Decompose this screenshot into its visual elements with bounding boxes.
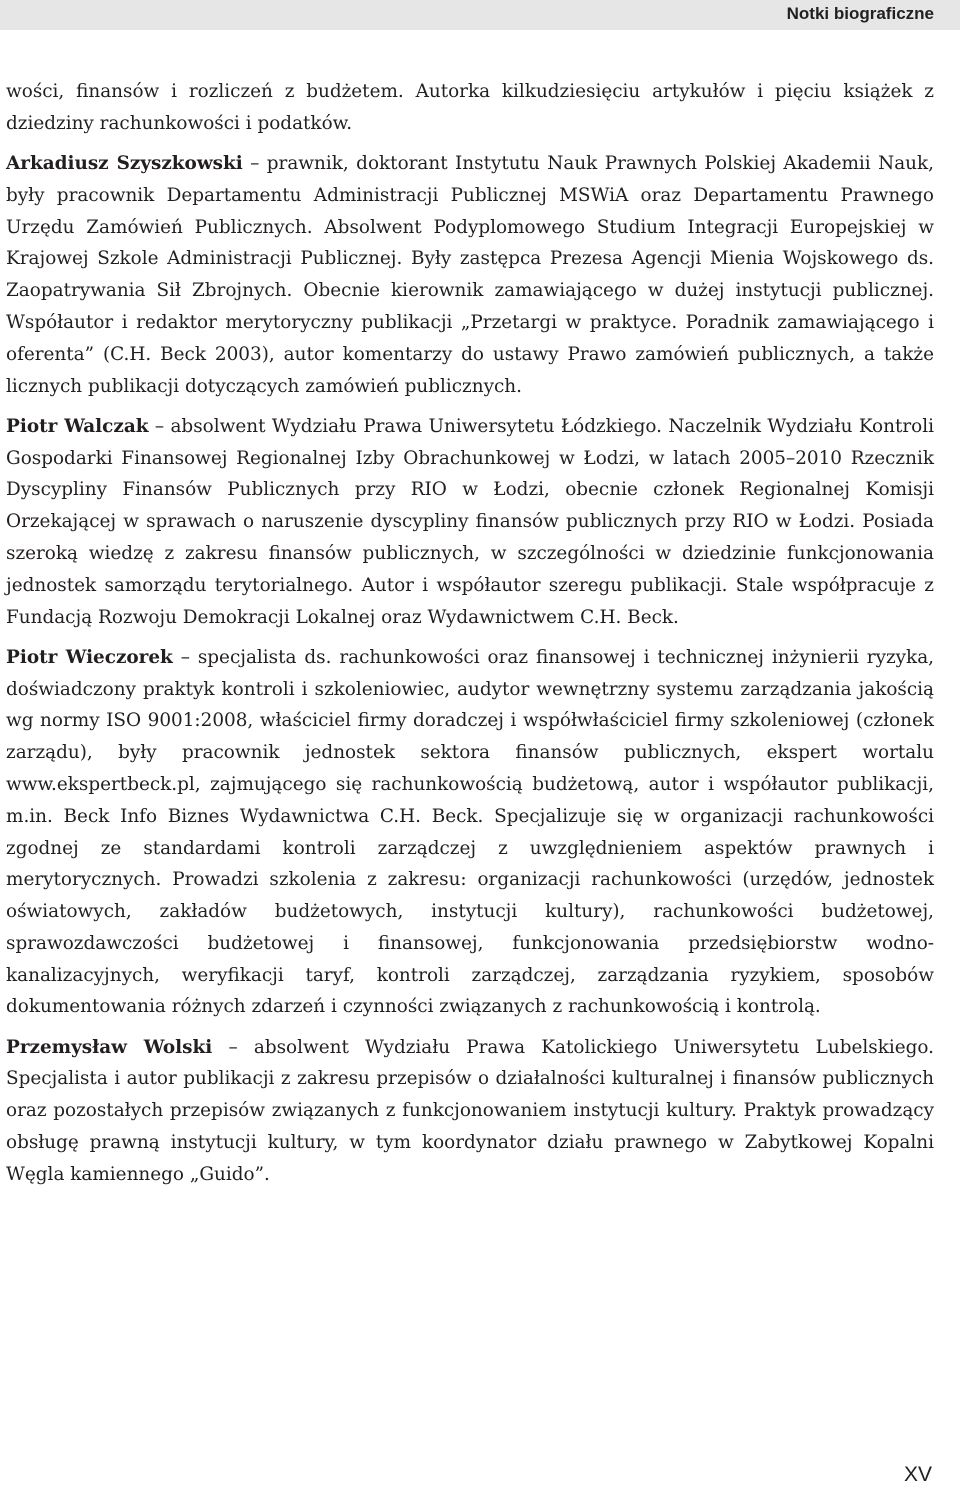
bio-paragraph bbox=[6, 148, 934, 402]
bio-text: – specjalista ds. rachunkowości oraz finansowej i technicznej inżynierii ryzyka, doświadczony praktyk kontroli i szkoleniowiec, audytor wewnętrzny systemu zarządzania jakością wg normy ISO 9001:2008, właściciel firmy doradczej i współwłaściciel firmy szkoleniowej (członek zarządu), były pracownik jednostek sektora finansów publicznych, ekspert wortalu www.ekspertbeck.pl, zajmującego się rachunkowością budżetową, autor i współautor publikacji, m.in. Beck Info Biznes Wydawnictwa C.H. Beck. Specjalizuje się w organizacji rachunkowości zgodnej ze standardami kontroli zarządczej z uwzględnieniem aspektów prawnych i merytorycznych. Prowadzi szkolenia z zakresu: organizacji rachunkowości (urzędów, jednostek oświatowych, zakładów budżetowych, instytucji kultury), rachunkowości budżetowej, sprawozdawczości budżetowej i finansowej, funkcjonowania przedsiębiorstw wodno-kanalizacyjnych, weryfikacji taryf, kontroli zarządczej, zarządzania ryzykiem, sposobów dokumentowania różnych zdarzeń i czynności związanych z rachunkowością i kontrolą. bbox=[6, 646, 935, 1018]
bio-text: – prawnik, doktorant Instytutu Nauk Prawnych Polskiej Akademii Nauk, były pracownik Departamentu Administracji Publicznej MSWiA oraz Departamentu Prawnego Urzędu Zamówień Publicznych. Absolwent Podyplomowego Studium Integracji Europejskiej w Krajowej Szkole Administracji Publicznej. Były zastępca Prezesa Agencji Mienia Wojskowego ds. Zaopatrywania Sił Zbrojnych. Obecnie kierownik zamawiającego w dużej instytucji publicznej. Współautor i redaktor merytoryczny publikacji „Przetargi w praktyce. Poradnik zamawiającego i oferenta” (C.H. Beck 2003), autor komentarzy do ustawy Prawo zamówień publicznych, a także licznych publikacji dotyczących zamówień publicznych. bbox=[6, 152, 934, 397]
bio-name: Przemysław Wolski bbox=[6, 1036, 213, 1058]
bio-name: Arkadiusz Szyszkowski bbox=[6, 152, 243, 174]
bio-paragraph bbox=[6, 642, 934, 1024]
continuation-paragraph: wości, finansów i rozliczeń z budżetem. Autorka kilkudziesięciu artykułów i pięciu książek z dziedziny rachunkowości i podatków. bbox=[6, 81, 934, 134]
bio-text: – absolwent Wydziału Prawa Katolickiego Uniwersytetu Lubelskiego. Specjalista i autor publikacji z zakresu przepisów o działalności kulturalnej i finansów publicznych oraz pozostałych przepisów związanych z funkcjonowaniem instytucji kultury. Praktyk prowadzący obsługę prawną instytucji kultury, w tym koordynator działu prawnego w Zabytkowej Kopalni Węgla kamiennego „Guido”. bbox=[6, 1036, 934, 1185]
page-number: XV bbox=[903, 1463, 932, 1486]
bio-paragraph bbox=[6, 1032, 934, 1191]
biography-text bbox=[6, 76, 934, 1199]
running-header bbox=[0, 0, 960, 30]
section-title: Notki biograficzne bbox=[786, 4, 934, 23]
bio-name: Piotr Walczak bbox=[6, 415, 149, 437]
bio-text: – absolwent Wydziału Prawa Uniwersytetu Łódzkiego. Naczelnik Wydziału Kontroli Gospodarki Finansowej Regionalnej Izby Obrachunkowej w Łodzi, w latach 2005–2010 Rzecznik Dyscypliny Finansów Publicznych przy RIO w Łodzi, obecnie członek Regionalnej Komisji Orzekającej w sprawach o naruszenie dyscypliny finansów publicznych przy RIO w Łodzi. Posiada szeroką wiedzę z zakresu finansów publicznych, w szczególności w dziedzinie funkcjonowania jednostek samorządu terytorialnego. Autor i współautor szeregu publikacji. Stale współpracuje z Fundacją Rozwoju Demokracji Lokalnej oraz Wydawnictwem C.H. Beck. bbox=[6, 415, 934, 628]
bio-paragraph bbox=[6, 411, 934, 634]
bio-name: Piotr Wieczorek bbox=[6, 646, 173, 668]
